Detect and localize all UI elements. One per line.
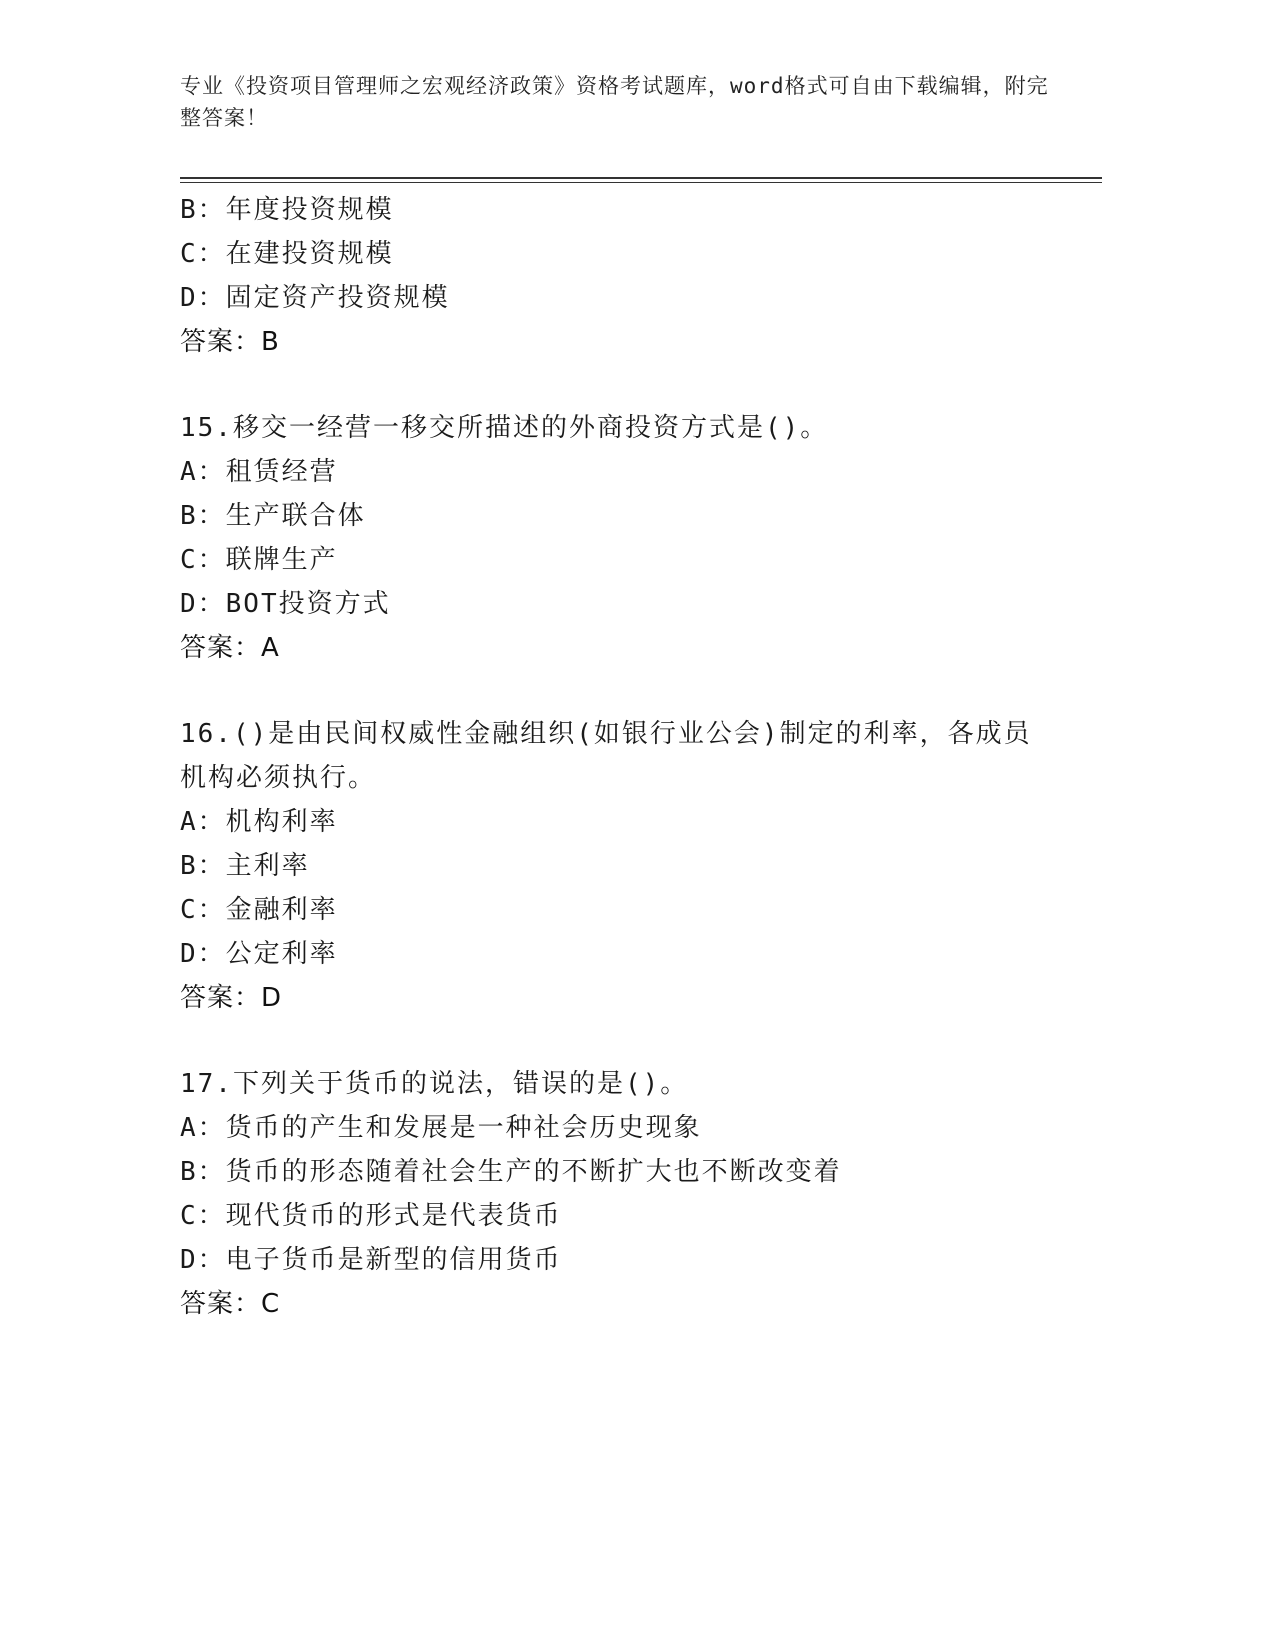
header-divider-thick — [180, 177, 1102, 179]
answer-line: 答案：D — [180, 983, 283, 1013]
option-c: C：金融利率 — [180, 895, 338, 925]
option-c: C：联牌生产 — [180, 545, 338, 575]
question-text: 16.()是由民间权威性金融组织(如银行业公会)制定的利率，各成员机构必须执行。 — [180, 719, 1032, 793]
answer-line: 答案：B — [180, 327, 280, 357]
option-c: C：现代货币的形式是代表货币 — [180, 1201, 562, 1231]
option-d: D：电子货币是新型的信用货币 — [180, 1245, 562, 1275]
question-list — [180, 188, 1060, 1326]
question-17 — [180, 1062, 1060, 1326]
option-b: B：货币的形态随着社会生产的不断扩大也不断改变着 — [180, 1157, 842, 1187]
question-15 — [180, 406, 1060, 670]
document-header: 专业《投资项目管理师之宏观经济政策》资格考试题库，word格式可自由下载编辑，附完整答案！ — [180, 74, 1049, 130]
question-16 — [180, 712, 1060, 1020]
question-text: 15.移交一经营一移交所描述的外商投资方式是()。 — [180, 413, 829, 443]
option-d: D：固定资产投资规模 — [180, 283, 450, 313]
answer-line: 答案：A — [180, 633, 280, 663]
answer-line: 答案：C — [180, 1289, 281, 1319]
option-b: B：年度投资规模 — [180, 195, 394, 225]
option-b: B：主利率 — [180, 851, 310, 881]
continued-question — [180, 188, 1060, 364]
option-a: A：货币的产生和发展是一种社会历史现象 — [180, 1113, 702, 1143]
option-d: D：公定利率 — [180, 939, 338, 969]
option-a: A：租赁经营 — [180, 457, 338, 487]
option-a: A：机构利率 — [180, 807, 338, 837]
header-divider-thin — [180, 182, 1102, 183]
option-b: B：生产联合体 — [180, 501, 366, 531]
option-d: D：BOT投资方式 — [180, 589, 391, 619]
question-text: 17.下列关于货币的说法，错误的是()。 — [180, 1069, 689, 1099]
option-c: C：在建投资规模 — [180, 239, 394, 269]
